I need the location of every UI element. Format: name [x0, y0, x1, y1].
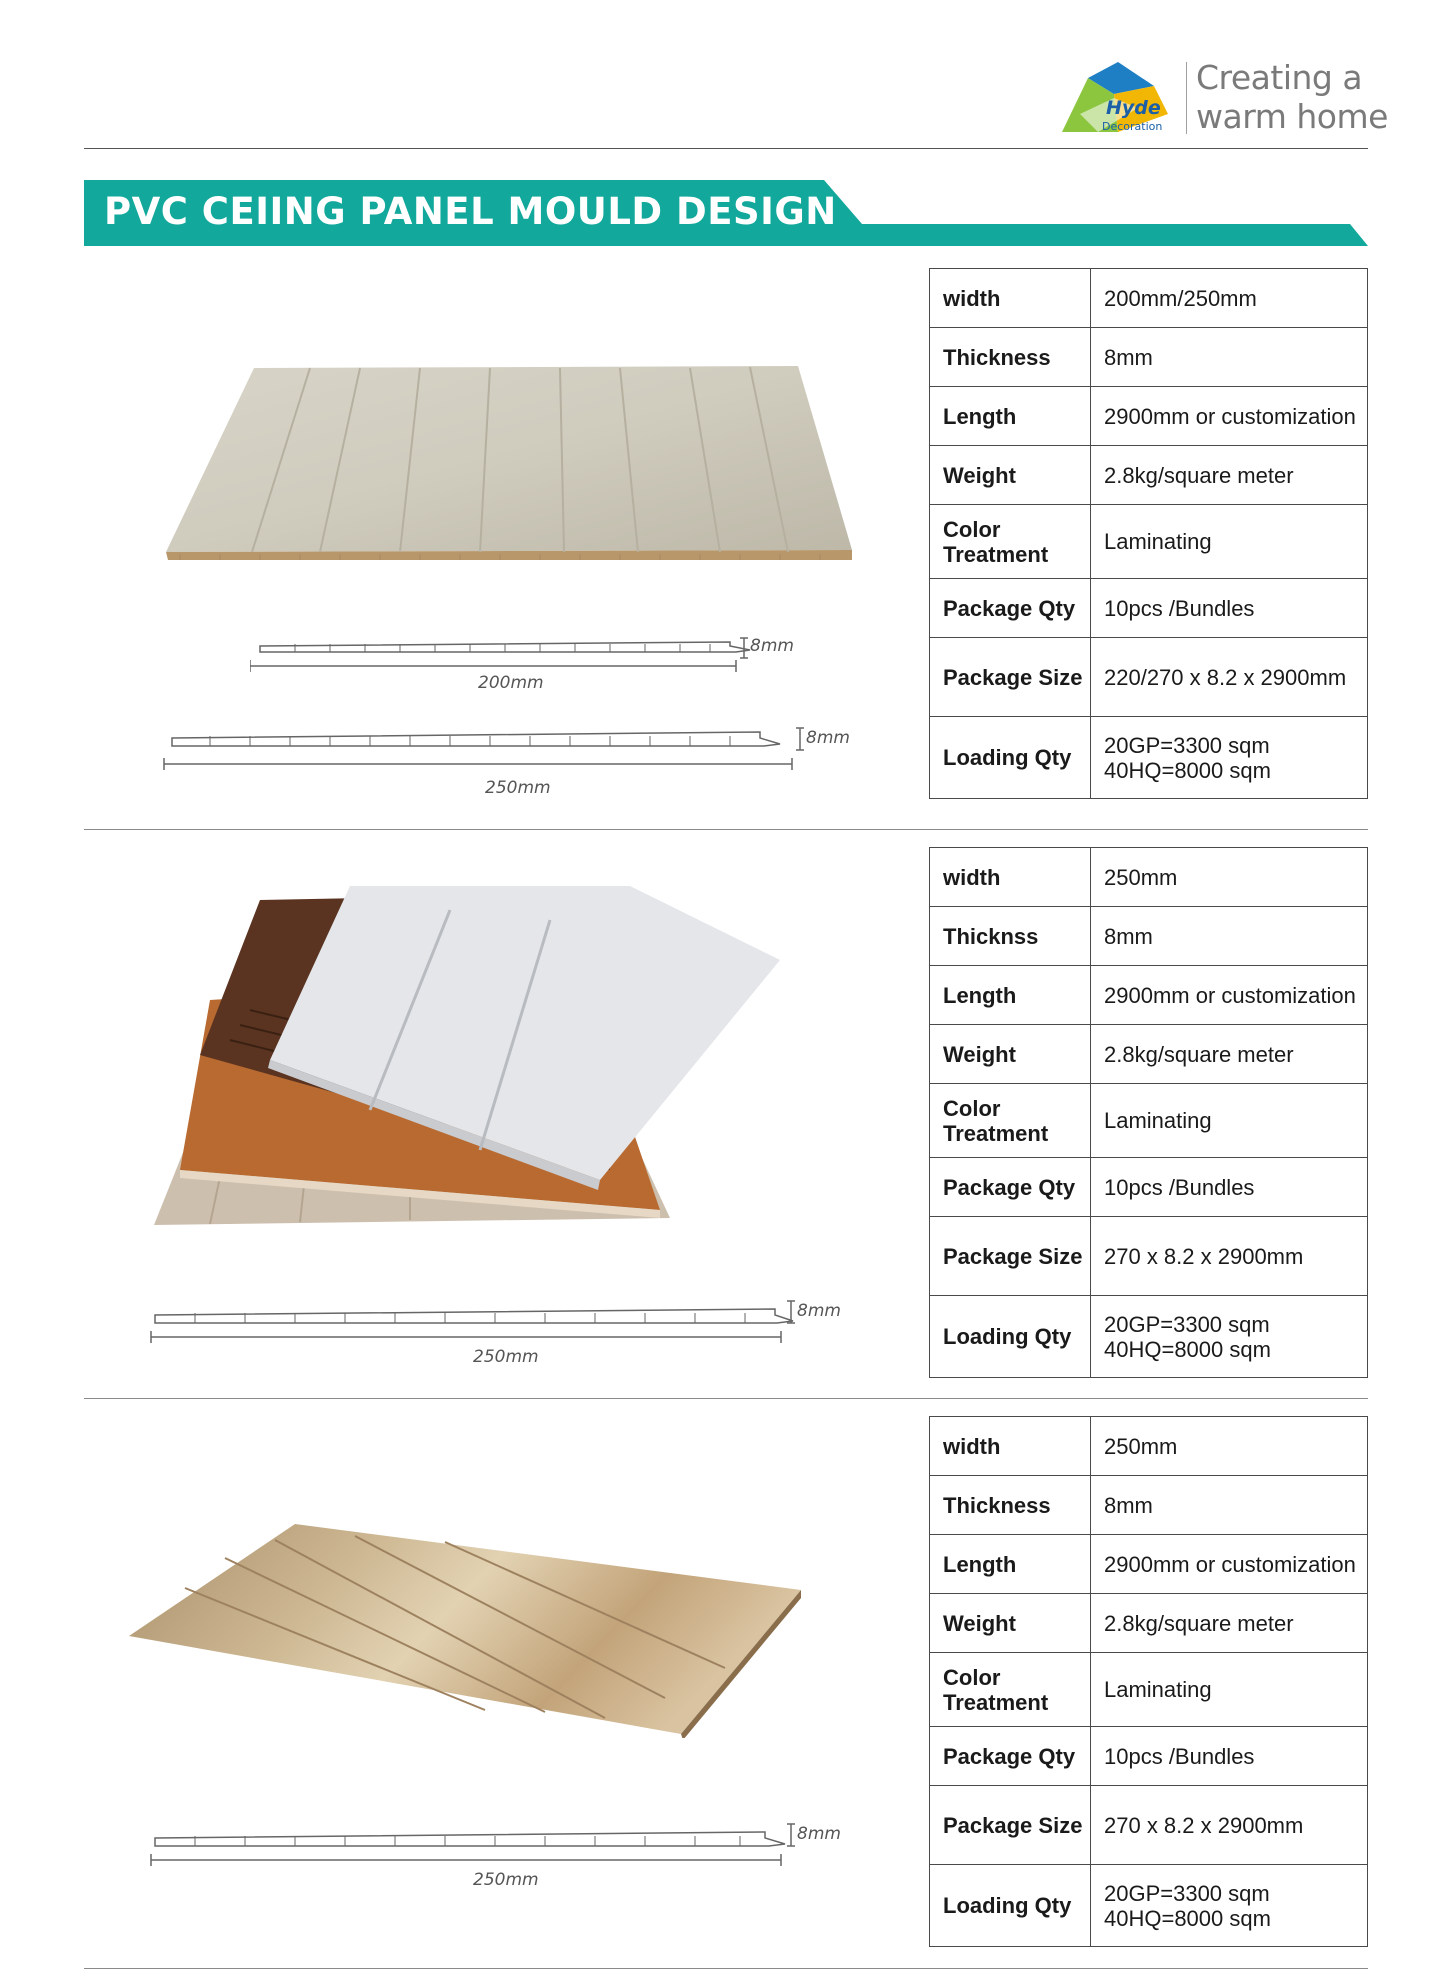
spec-row [930, 1865, 1368, 1947]
spec-value: 2.8kg/square meter [1091, 1594, 1368, 1653]
spec-value: 200mm/250mm [1091, 269, 1368, 328]
spec-value: 10pcs /Bundles [1091, 1727, 1368, 1786]
title-banner [84, 180, 1368, 246]
spec-row [930, 1727, 1368, 1786]
spec-key: Length [930, 1535, 1091, 1594]
spec-key: Thicknss [930, 907, 1091, 966]
spec-key: Color Treatment [930, 1653, 1091, 1727]
logo-divider [1186, 62, 1187, 134]
spec-row [930, 505, 1368, 579]
profile-width-label: 200mm [478, 673, 544, 688]
spec-row [930, 1296, 1368, 1378]
spec-row [930, 387, 1368, 446]
spec-value: 250mm [1091, 848, 1368, 907]
spec-row [930, 1084, 1368, 1158]
spec-table-2 [929, 847, 1368, 1378]
spec-table-3 [929, 1416, 1368, 1947]
spec-row [930, 269, 1368, 328]
spec-key: Package Size [930, 1217, 1091, 1296]
spec-value [1091, 717, 1368, 799]
spec-key: Package Qty [930, 579, 1091, 638]
spec-value: 8mm [1091, 328, 1368, 387]
spec-key: Thickness [930, 328, 1091, 387]
spec-key: Package Size [930, 1786, 1091, 1865]
profile-width-label: 250mm [485, 778, 551, 798]
panel-photo-stacked-colors [150, 880, 780, 1230]
profile-thickness-label: 8mm [806, 728, 850, 748]
panel-photo-natural-wood [125, 1518, 805, 1738]
spec-value [1091, 1865, 1368, 1947]
spec-key: Length [930, 387, 1091, 446]
profile-thickness-label: 8mm [797, 1301, 841, 1321]
tagline-line-1: Creating a [1196, 58, 1363, 97]
spec-value: Laminating [1091, 505, 1368, 579]
spec-row [930, 1594, 1368, 1653]
spec-key: Package Qty [930, 1158, 1091, 1217]
spec-key: width [930, 1417, 1091, 1476]
spec-value-line: 40HQ=8000 sqm [1104, 1905, 1271, 1931]
spec-value: 270 x 8.2 x 2900mm [1091, 1217, 1368, 1296]
spec-row [930, 907, 1368, 966]
spec-row [930, 1653, 1368, 1727]
page-title: PVC CEIING PANEL MOULD DESIGN [104, 190, 837, 233]
spec-row [930, 446, 1368, 505]
profile-width-label: 250mm [473, 1870, 539, 1890]
header-rule [84, 148, 1368, 149]
spec-row [930, 638, 1368, 717]
panel-photo-light-wood [160, 360, 860, 565]
profile-thickness-label: 8mm [797, 1824, 841, 1844]
spec-key: Color Treatment [930, 1084, 1091, 1158]
section-divider [84, 1398, 1368, 1399]
spec-value: 2900mm or customization [1091, 1535, 1368, 1594]
spec-value-line: 20GP=3300 sqm [1104, 732, 1270, 758]
spec-row [930, 1535, 1368, 1594]
spec-key: Weight [930, 1025, 1091, 1084]
section-divider [84, 1968, 1368, 1969]
spec-row [930, 1217, 1368, 1296]
spec-row [930, 579, 1368, 638]
logo-sub-text: Decoration [1102, 120, 1163, 133]
brand-logo [1058, 58, 1178, 138]
spec-value: 220/270 x 8.2 x 2900mm [1091, 638, 1368, 717]
profile-diagram-250mm [160, 718, 860, 798]
tagline-line-2: warm home [1196, 97, 1388, 136]
spec-value: 10pcs /Bundles [1091, 1158, 1368, 1217]
spec-key: Weight [930, 446, 1091, 505]
spec-value: 2.8kg/square meter [1091, 446, 1368, 505]
spec-value-line: 40HQ=8000 sqm [1104, 1336, 1271, 1362]
spec-key: width [930, 269, 1091, 328]
spec-value: 250mm [1091, 1417, 1368, 1476]
profile-diagram-250mm [145, 1818, 865, 1893]
spec-key: Package Size [930, 638, 1091, 717]
spec-value-line: 20GP=3300 sqm [1104, 1311, 1270, 1337]
logo-house-icon [1058, 58, 1178, 138]
spec-key: Package Qty [930, 1727, 1091, 1786]
spec-value: 2900mm or customization [1091, 966, 1368, 1025]
logo-brand-text: Hyde [1106, 97, 1161, 119]
spec-key: Length [930, 966, 1091, 1025]
spec-table-1 [929, 268, 1368, 799]
spec-value: 2.8kg/square meter [1091, 1025, 1368, 1084]
spec-value: Laminating [1091, 1084, 1368, 1158]
spec-value-line: 40HQ=8000 sqm [1104, 757, 1271, 783]
spec-value-line: 20GP=3300 sqm [1104, 1880, 1270, 1906]
spec-row [930, 328, 1368, 387]
spec-key: Weight [930, 1594, 1091, 1653]
spec-row [930, 1786, 1368, 1865]
spec-value: 2900mm or customization [1091, 387, 1368, 446]
spec-key: Thickness [930, 1476, 1091, 1535]
section-divider [84, 829, 1368, 830]
tagline [1196, 58, 1388, 136]
spec-key: Loading Qty [930, 1296, 1091, 1378]
profile-diagram-200mm [250, 628, 810, 688]
spec-value: 8mm [1091, 1476, 1368, 1535]
spec-key: Loading Qty [930, 717, 1091, 799]
profile-width-label: 250mm [473, 1347, 539, 1367]
spec-key: width [930, 848, 1091, 907]
spec-value: Laminating [1091, 1653, 1368, 1727]
spec-value: 270 x 8.2 x 2900mm [1091, 1786, 1368, 1865]
spec-row [930, 1025, 1368, 1084]
spec-value [1091, 1296, 1368, 1378]
spec-row [930, 966, 1368, 1025]
spec-key: Loading Qty [930, 1865, 1091, 1947]
profile-diagram-250mm [145, 1295, 865, 1370]
spec-value: 10pcs /Bundles [1091, 579, 1368, 638]
spec-row [930, 848, 1368, 907]
profile-thickness-label: 8mm [750, 636, 794, 656]
spec-row [930, 717, 1368, 799]
spec-row [930, 1476, 1368, 1535]
spec-value: 8mm [1091, 907, 1368, 966]
spec-key: Color Treatment [930, 505, 1091, 579]
spec-row [930, 1158, 1368, 1217]
spec-row [930, 1417, 1368, 1476]
